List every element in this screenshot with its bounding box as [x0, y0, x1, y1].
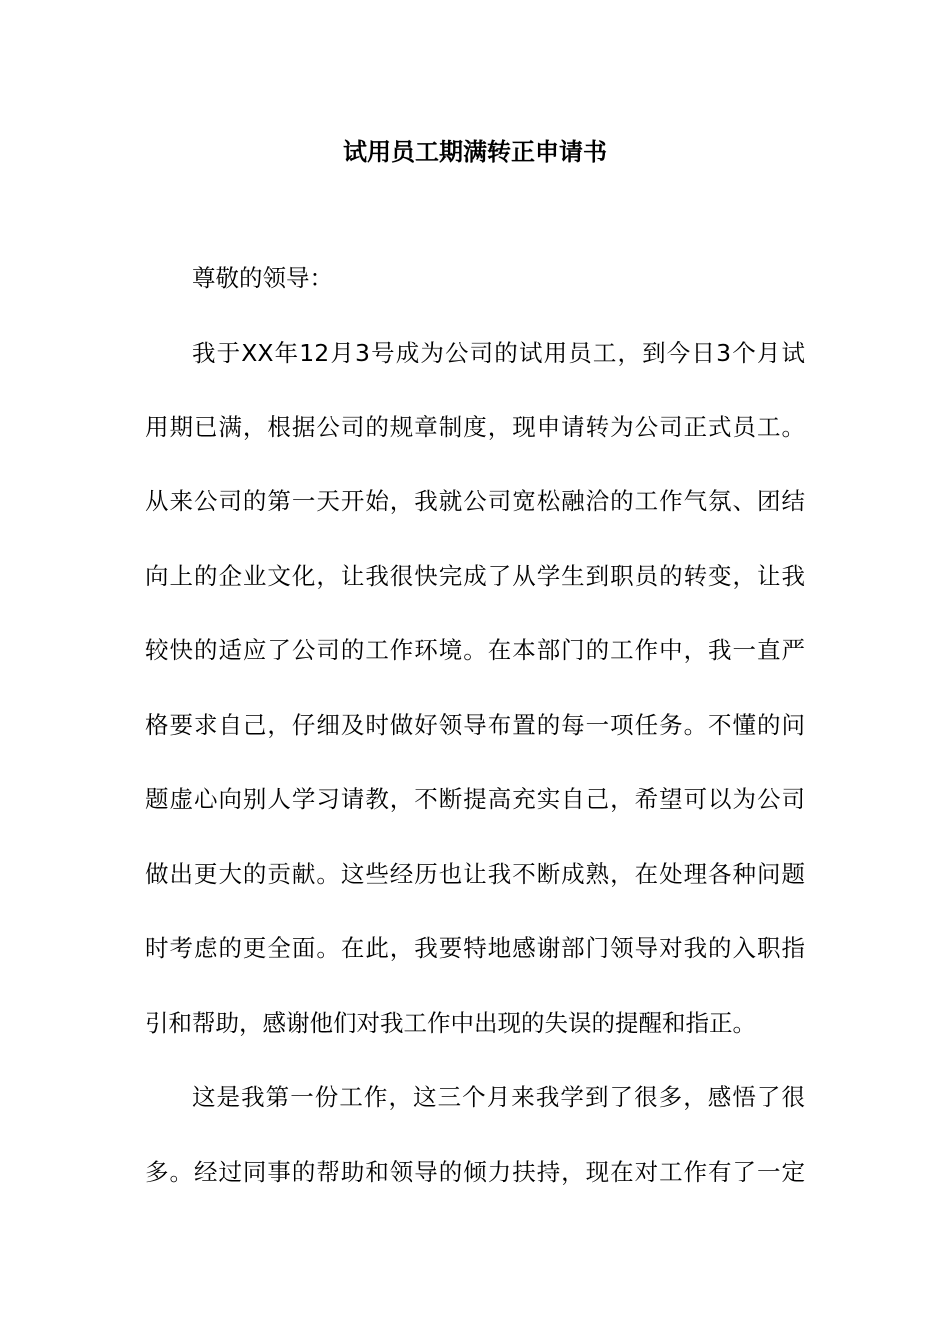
body-line: 较快的适应了公司的工作环境。在本部门的工作中，我一直严 [145, 636, 805, 664]
document-title: 试用员工期满转正申请书 [343, 138, 607, 166]
body-line: 题虚心向别人学习请教，不断提高充实自己，希望可以为公司 [145, 785, 805, 813]
salutation: 尊敬的领导： [192, 264, 333, 292]
body-line: 做出更大的贡献。这些经历也让我不断成熟，在处理各种问题 [145, 860, 805, 888]
body-line: 时考虑的更全面。在此，我要特地感谢部门领导对我的入职指 [145, 934, 805, 962]
body-line: 这是我第一份工作，这三个月来我学到了很多，感悟了很 [192, 1083, 805, 1111]
body-line: 从来公司的第一天开始，我就公司宽松融洽的工作气氛、团结 [145, 487, 805, 515]
body-line: 引和帮助，感谢他们对我工作中出现的失误的提醒和指正。 [145, 1009, 756, 1037]
body-line: 我于XX年12月3号成为公司的试用员工，到今日3个月试 [192, 339, 805, 367]
body-line: 向上的企业文化，让我很快完成了从学生到职员的转变，让我 [145, 562, 805, 590]
body-line: 格要求自己，仔细及时做好领导布置的每一项任务。不懂的问 [145, 711, 805, 739]
body-line: 多。经过同事的帮助和领导的倾力扶持，现在对工作有了一定 [145, 1158, 805, 1186]
body-line: 用期已满，根据公司的规章制度，现申请转为公司正式员工。 [145, 413, 805, 441]
